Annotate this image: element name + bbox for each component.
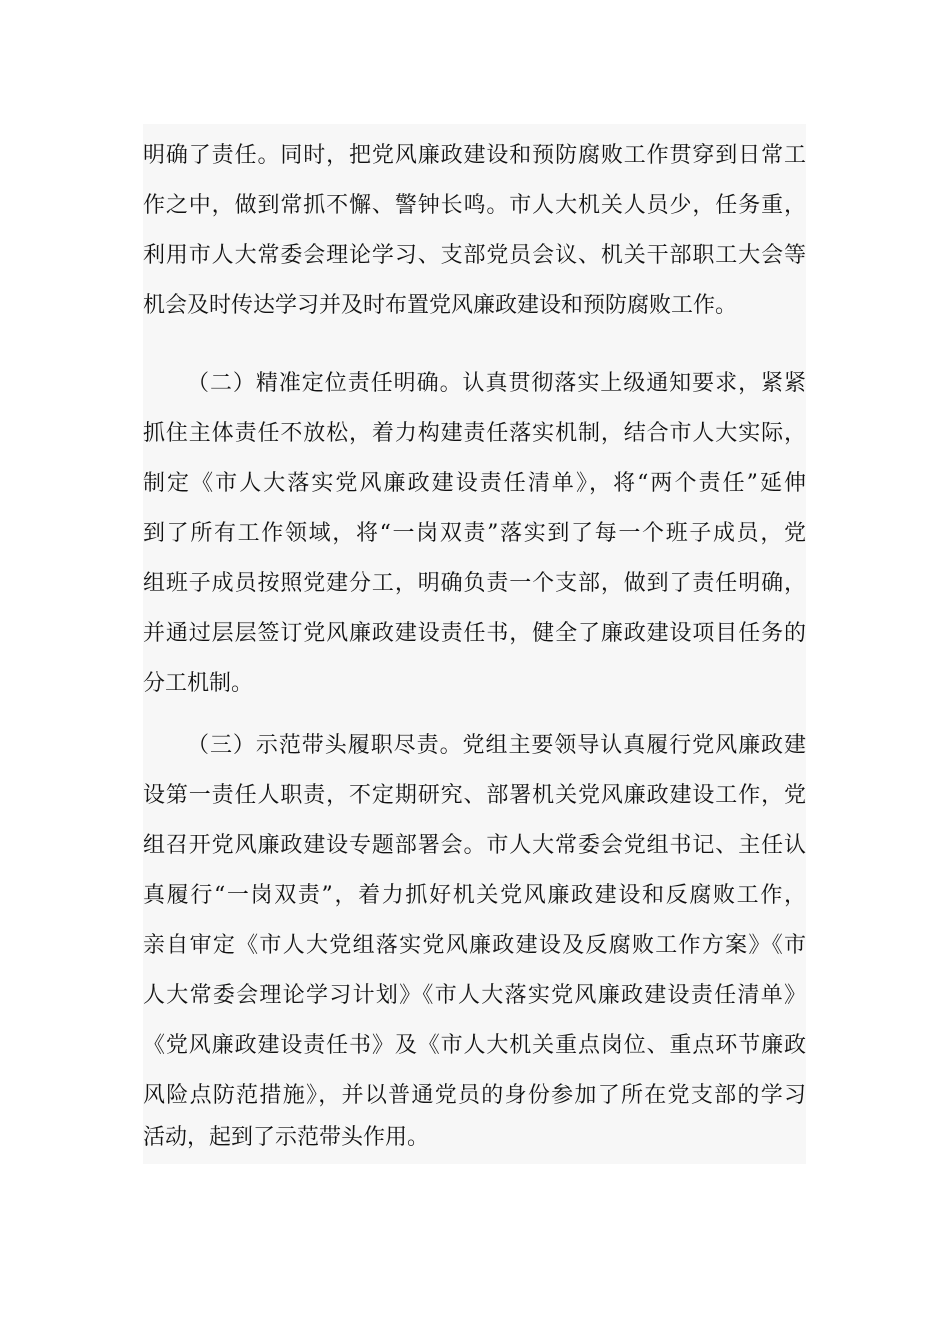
paragraph-line: 风险点防范措施》，并以普通党员的身份参加了所在党支部的学习 [143,1083,806,1108]
section-two-heading-line: （二）精准定位责任明确。认真贯彻落实上级通知要求，紧紧 [187,371,806,396]
paragraph-line: 组班子成员按照党建分工，明确负责一个支部，做到了责任明确， [143,571,806,596]
section-three-heading-line: （三）示范带头履职尽责。党组主要领导认真履行党风廉政建 [187,733,806,758]
paragraph-line: 人大常委会理论学习计划》《市人大落实党风廉政建设责任清单》 [143,983,806,1008]
document-page [143,124,806,1164]
paragraph-line: 到了所有工作领域，将“一岗双责”落实到了每一个班子成员，党 [143,521,806,546]
paragraph-line: 《党风廉政建设责任书》及《市人大机关重点岗位、重点环节廉政 [143,1033,806,1058]
paragraph-line: 制定《市人大落实党风廉政建设责任清单》，将“两个责任”延伸 [143,471,806,496]
paragraph-line: 活动，起到了示范带头作用。 [143,1125,430,1150]
paragraph-line: 设第一责任人职责，不定期研究、部署机关党风廉政建设工作，党 [143,783,806,808]
paragraph-line: 作之中，做到常抓不懈、警钟长鸣。市人大机关人员少，任务重， [143,193,806,218]
paragraph-line: 真履行“一岗双责”，着力抓好机关党风廉政建设和反腐败工作， [143,883,806,908]
paragraph-line: 并通过层层签订党风廉政建设责任书，健全了廉政建设项目任务的 [143,621,806,646]
paragraph-line: 利用市人大常委会理论学习、支部党员会议、机关干部职工大会等 [143,243,806,268]
paragraph-line: 明确了责任。同时，把党风廉政建设和预防腐败工作贯穿到日常工 [143,143,806,168]
paragraph-line: 组召开党风廉政建设专题部署会。市人大常委会党组书记、主任认 [143,833,806,858]
paragraph-line: 机会及时传达学习并及时布置党风廉政建设和预防腐败工作。 [143,293,738,318]
paragraph-line: 分工机制。 [143,671,254,696]
paragraph-line: 抓住主体责任不放松，着力构建责任落实机制，结合市人大实际， [143,421,806,446]
paragraph-line: 亲自审定《市人大党组落实党风廉政建设及反腐败工作方案》《市 [143,933,806,958]
